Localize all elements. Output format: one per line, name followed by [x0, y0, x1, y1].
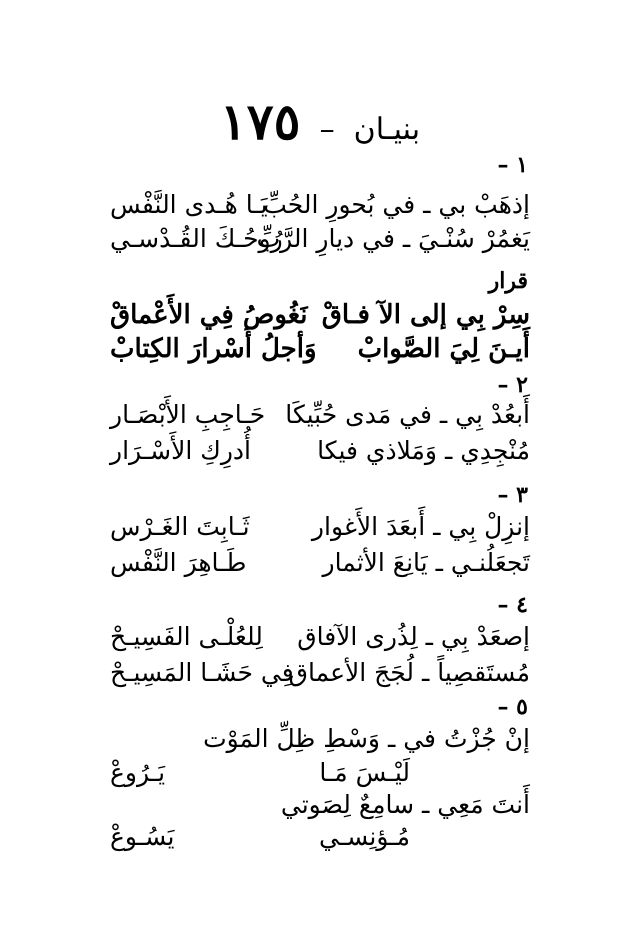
verse-line [110, 822, 530, 858]
stanza-3-marker: ٣ – [497, 482, 528, 508]
verse-second-half: يَـرُوعْ [110, 758, 166, 787]
verse-line [110, 622, 530, 658]
stanza-5-marker: ٥ – [497, 694, 528, 720]
verse-second-half: أُدرِكِ الأَسْـرَار [110, 436, 251, 465]
verse-first-half: إنْ جُزْتُ في ـ وَسْطِ ظِلِّ المَوْت [203, 724, 530, 753]
verse-line [110, 548, 530, 584]
verse-second-half: رُوحُـكَ القُـدْسـي [110, 224, 283, 253]
verse-line [110, 400, 530, 436]
verse-second-half: حَـاجِبِ الأَبْصَـار [110, 400, 266, 429]
verse-first-half: يَغمُرْ سُنْـيَ ـ في ديارِ الرَّبِّ [256, 224, 530, 253]
verse-first-half: أَنتَ مَعِي ـ سامِعٌ لِصَوتي [280, 790, 530, 819]
hymnal-section-title: بنيـان [353, 112, 421, 147]
verse-line [110, 190, 530, 226]
verse-second-half: يَـا هُـدى النَّفْس [110, 190, 268, 219]
page-header [0, 92, 640, 151]
verse-line [110, 658, 530, 694]
verse-first-half: إصعَدْ بِي ـ لِذُرى الآفاق [297, 622, 530, 651]
verse-line [110, 512, 530, 548]
verse-second-half: ثَـابِتَ الغَـرْس [110, 512, 250, 541]
verse-first-half: إذهَبْ بي ـ في بُحورِ الحُبِّ [263, 190, 530, 219]
refrain-marker: قرار [488, 268, 528, 294]
verse-second-half: نَغُوصُ فِي الأَعْماقْ [110, 300, 308, 330]
stanza-4-marker: ٤ – [497, 592, 528, 618]
verse-line [110, 790, 530, 826]
header-separator: – [319, 112, 335, 147]
verse-first-half: أَيـنَ لِيَ الصَّوابْ [357, 334, 530, 364]
verse-line [110, 436, 530, 472]
verse-first-half: إنزِلْ بِي ـ أَبعَدَ الأَغوار [311, 512, 530, 541]
refrain-line [110, 334, 530, 370]
refrain-line [110, 300, 530, 336]
verse-line [110, 758, 530, 794]
verse-first-half: سِرْ بِي إلى الآ فـاقْ [321, 300, 530, 330]
verse-line [110, 224, 530, 260]
verse-second-half: لِلعُلْـى الفَسِيـحْ [110, 622, 263, 651]
verse-middle-part: لَيْـسَ مَـا [319, 758, 410, 787]
stanza-1-marker: ١ – [497, 152, 528, 178]
verse-middle-part: مُـؤنِسـي [318, 822, 410, 851]
verse-first-half: أَبعُدْ بِي ـ في مَدى حُبِّيكَا [285, 400, 530, 429]
verse-second-half: وَأجلُ أَسْرارَ الكِتابْ [110, 334, 317, 364]
verse-second-half: يَسُـوعْ [110, 822, 175, 851]
verse-first-half: تَجعَلُنـي ـ يَانِعَ الأثمار [322, 548, 530, 577]
stanza-2-marker: ٢ – [497, 372, 528, 398]
verse-first-half: مُنْجِدِي ـ وَمَلاذي فيكا [317, 436, 530, 465]
verse-second-half: طَـاهِرَ النَّفْس [110, 548, 247, 577]
verse-first-half: مُستَقصِياً ـ لُجَجَ الأعماق [288, 658, 530, 687]
verse-second-half: فِي حَشَـا المَسِيـحْ [110, 658, 294, 687]
hymn-number: ١٧٥ [219, 92, 301, 151]
verse-line [110, 724, 530, 760]
